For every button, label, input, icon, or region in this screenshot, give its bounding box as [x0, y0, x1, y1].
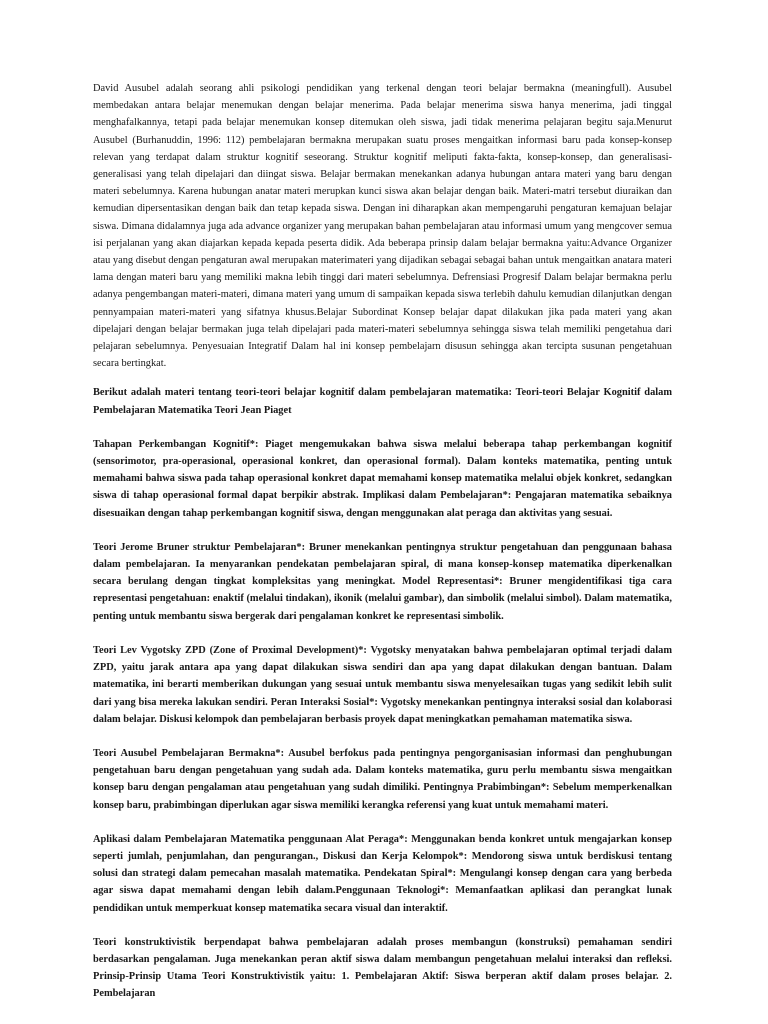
paragraph-math-application: Aplikasi dalam Pembelajaran Matematika penggunaan Alat Peraga*: Menggunakan benda konkret untuk mengajarkan konsep seperti jumlah, penjumlahan, dan pengurangan., Diskusi dan Kerja Kelompok*: Mendorong siswa untuk berdiskusi tentang solusi dan strategi dalam pemecahan masalah matematika. Pendekatan Spiral*: Mengulangi konsep dengan cara yang berbeda agar siswa dapat memahami dengan lebih dalam.Penggunaan Teknologi*: Memanfaatkan aplikasi dan perangkat lunak pendidikan untuk memperkuat konsep matematika secara visual dan interaktif. — [93, 833, 672, 914]
paragraph-constructivism: Teori konstruktivistik berpendapat bahwa pembelajaran adalah proses membangun (konstruksi) pemahaman sendiri berdasarkan pengalaman. Juga menekankan peran aktif siswa dalam membangun pengetahuan melalui interaksi dan refleksi. Prinsip-Prinsip Utama Teori Konstruktivistik yaitu: 1. Pembelajaran Aktif: Siswa berperan aktif dalam proses belajar. 2. Pembelajaran — [93, 936, 672, 1000]
paragraph-ausubel-intro: David Ausubel adalah seorang ahli psikologi pendidikan yang terkenal dengan teori belajar bermakna (meaningfull). Ausubel membedakan antara belajar menemukan dengan belajar menerima. Pada belajar menerima siswa hanya menerima, jadi tinggal menghafalkannya, tetapi pada belajar menemukan konsep ditemukan oleh siswa, jadi tidak menerima pelajaran begitu saja.Menurut Ausubel (Burhanuddin, 1996: 112) pembelajaran bermakna merupakan suatu proses mengaitkan informasi baru pada konsep-konsep relevan yang terdapat dalam struktur kognitif seseorang. Struktur kognitif meliputi fakta-fakta, konsep-konsep, dan generalisasi- generalisasi yang telah dipelajari dan diingat siswa. Belajar bermakan menekankan adanya hubungan antara materi yang baru dengan materi sebelumnya. Karena hubungan anatar materi merupkan kunci siswa akan belajar dengan baik. Materi-matri tersebut diuraikan dan kemudian dipersentasikan dengan baik dan tetap kepada siswa. Dengan ini diharapkan akan mempengaruhi pengaturan kemajuan belajar siswa. Dimana didalamnya juga ada advance organizer yang merupakan bahan pembelajaran atau informasi umum yang mengcover semua isi perjalanan yang akan diajarkan kepada kepada peserta didik. Ada beberapa prinsip dalam belajar bermakna yaitu:Advance Organizer atau yang disebut dengan pengaturan awal merupakan materimateri yang dijadikan sebagai sebagai bahan untuk mengaitkan anatara materi lama dengan materi baru yang memiliki makna lebih tinggi dari materi sebelumnya. Defrensiasi Progresif Dalam belajar bermakna perlu adanya pengembangan materi-materi, dimana materi yang umum di sampaikan kepada siswa terlebih dahulu kemudian dilanjutkan dengan pennyampaian materi-materi yang sifatnya khusus.Belajar Subordinat Konsep belajar dapat dilakukan jika pada materi yang akan dipelajari dengan belajar bermakan juga telah dipelajari pada materi-materi sebelumnya sehingga siswa telah memiliki pengetahua dari pelajaran sebelumnya. Penyesuaian Integratif Dalam hal ini konsep pembelajarn disusun sehingga akan tercipta susunan pengetahuan secara bertingkat. — [93, 83, 672, 370]
paragraph-bruner: Teori Jerome Bruner struktur Pembelajaran*: Bruner menekankan pentingnya struktur pengetahuan dan penggunaan bahasa dalam pembelajaran. Ia menyarankan pendekatan pembelajaran spiral, di mana konsep-konsep matematika diperkenalkan secara berulang dengan tingkat kompleksitas yang meningkat. Model Representasi*: Bruner mengidentifikasi tiga cara representasi pengetahuan: enaktif (melalui tindakan), ikonik (melalui gambar), dan simbolik (melalui simbol). Dalam matematika, penting untuk membantu siswa bergerak dari pengalaman konkret ke representasi simbolik. — [93, 541, 672, 622]
paragraph-cognitive-theories-intro: Berikut adalah materi tentang teori-teori belajar kognitif dalam pembelajaran matematika: Teori-teori Belajar Kognitif dalam Pembelajaran Matematika Teori Jean Piaget — [93, 387, 672, 416]
paragraph-vygotsky: Teori Lev Vygotsky ZPD (Zone of Proximal Development)*: Vygotsky menyatakan bahwa pembelajaran optimal terjadi dalam ZPD, yaitu jarak antara apa yang dapat dilakukan siswa sendiri dan apa yang dapat dilakukan dengan bantuan. Dalam matematika, ini berarti memberikan dukungan yang sesuai untuk membantu siswa menyelesaikan tugas yang sedikit lebih sulit dari yang bisa mereka lakukan sendiri. Peran Interaksi Sosial*: Vygotsky menekankan pentingnya interaksi sosial dan kolaborasi dalam belajar. Diskusi kelompok dan pembelajaran berbasis proyek dapat meningkatkan pemahaman matematika siswa. — [93, 644, 672, 725]
paragraph-piaget: Tahapan Perkembangan Kognitif*: Piaget mengemukakan bahwa siswa melalui beberapa tahap perkembangan kognitif (sensorimotor, pra-operasional, operasional konkret, dan operasional formal). Dalam konteks matematika, penting untuk memahami bahwa siswa pada tahap operasional konkret dapat memahami konsep matematika melalui objek konkret, sedangkan siswa di tahap operasional formal dapat berpikir abstrak. Implikasi dalam Pembelajaran*: Pengajaran matematika sebaiknya disesuaikan dengan tahap perkembangan kognitif siswa, dengan menggunakan alat peraga dan aktivitas yang sesuai. — [93, 438, 672, 519]
paragraph-ausubel-theory: Teori Ausubel Pembelajaran Bermakna*: Ausubel berfokus pada pentingnya pengorganisasian informasi dan penghubungan pengetahuan baru dengan pengetahuan yang sudah ada. Dalam konteks matematika, guru perlu membantu siswa mengaitkan konsep baru dengan pengalaman atau pengetahuan yang sudah dimiliki. Pentingnya Prabimbingan*: Sebelum memperkenalkan konsep baru, prabimbingan diperlukan agar siswa memiliki kerangka referensi yang kuat untuk memahami materi. — [93, 747, 672, 811]
document-body — [93, 80, 672, 1020]
